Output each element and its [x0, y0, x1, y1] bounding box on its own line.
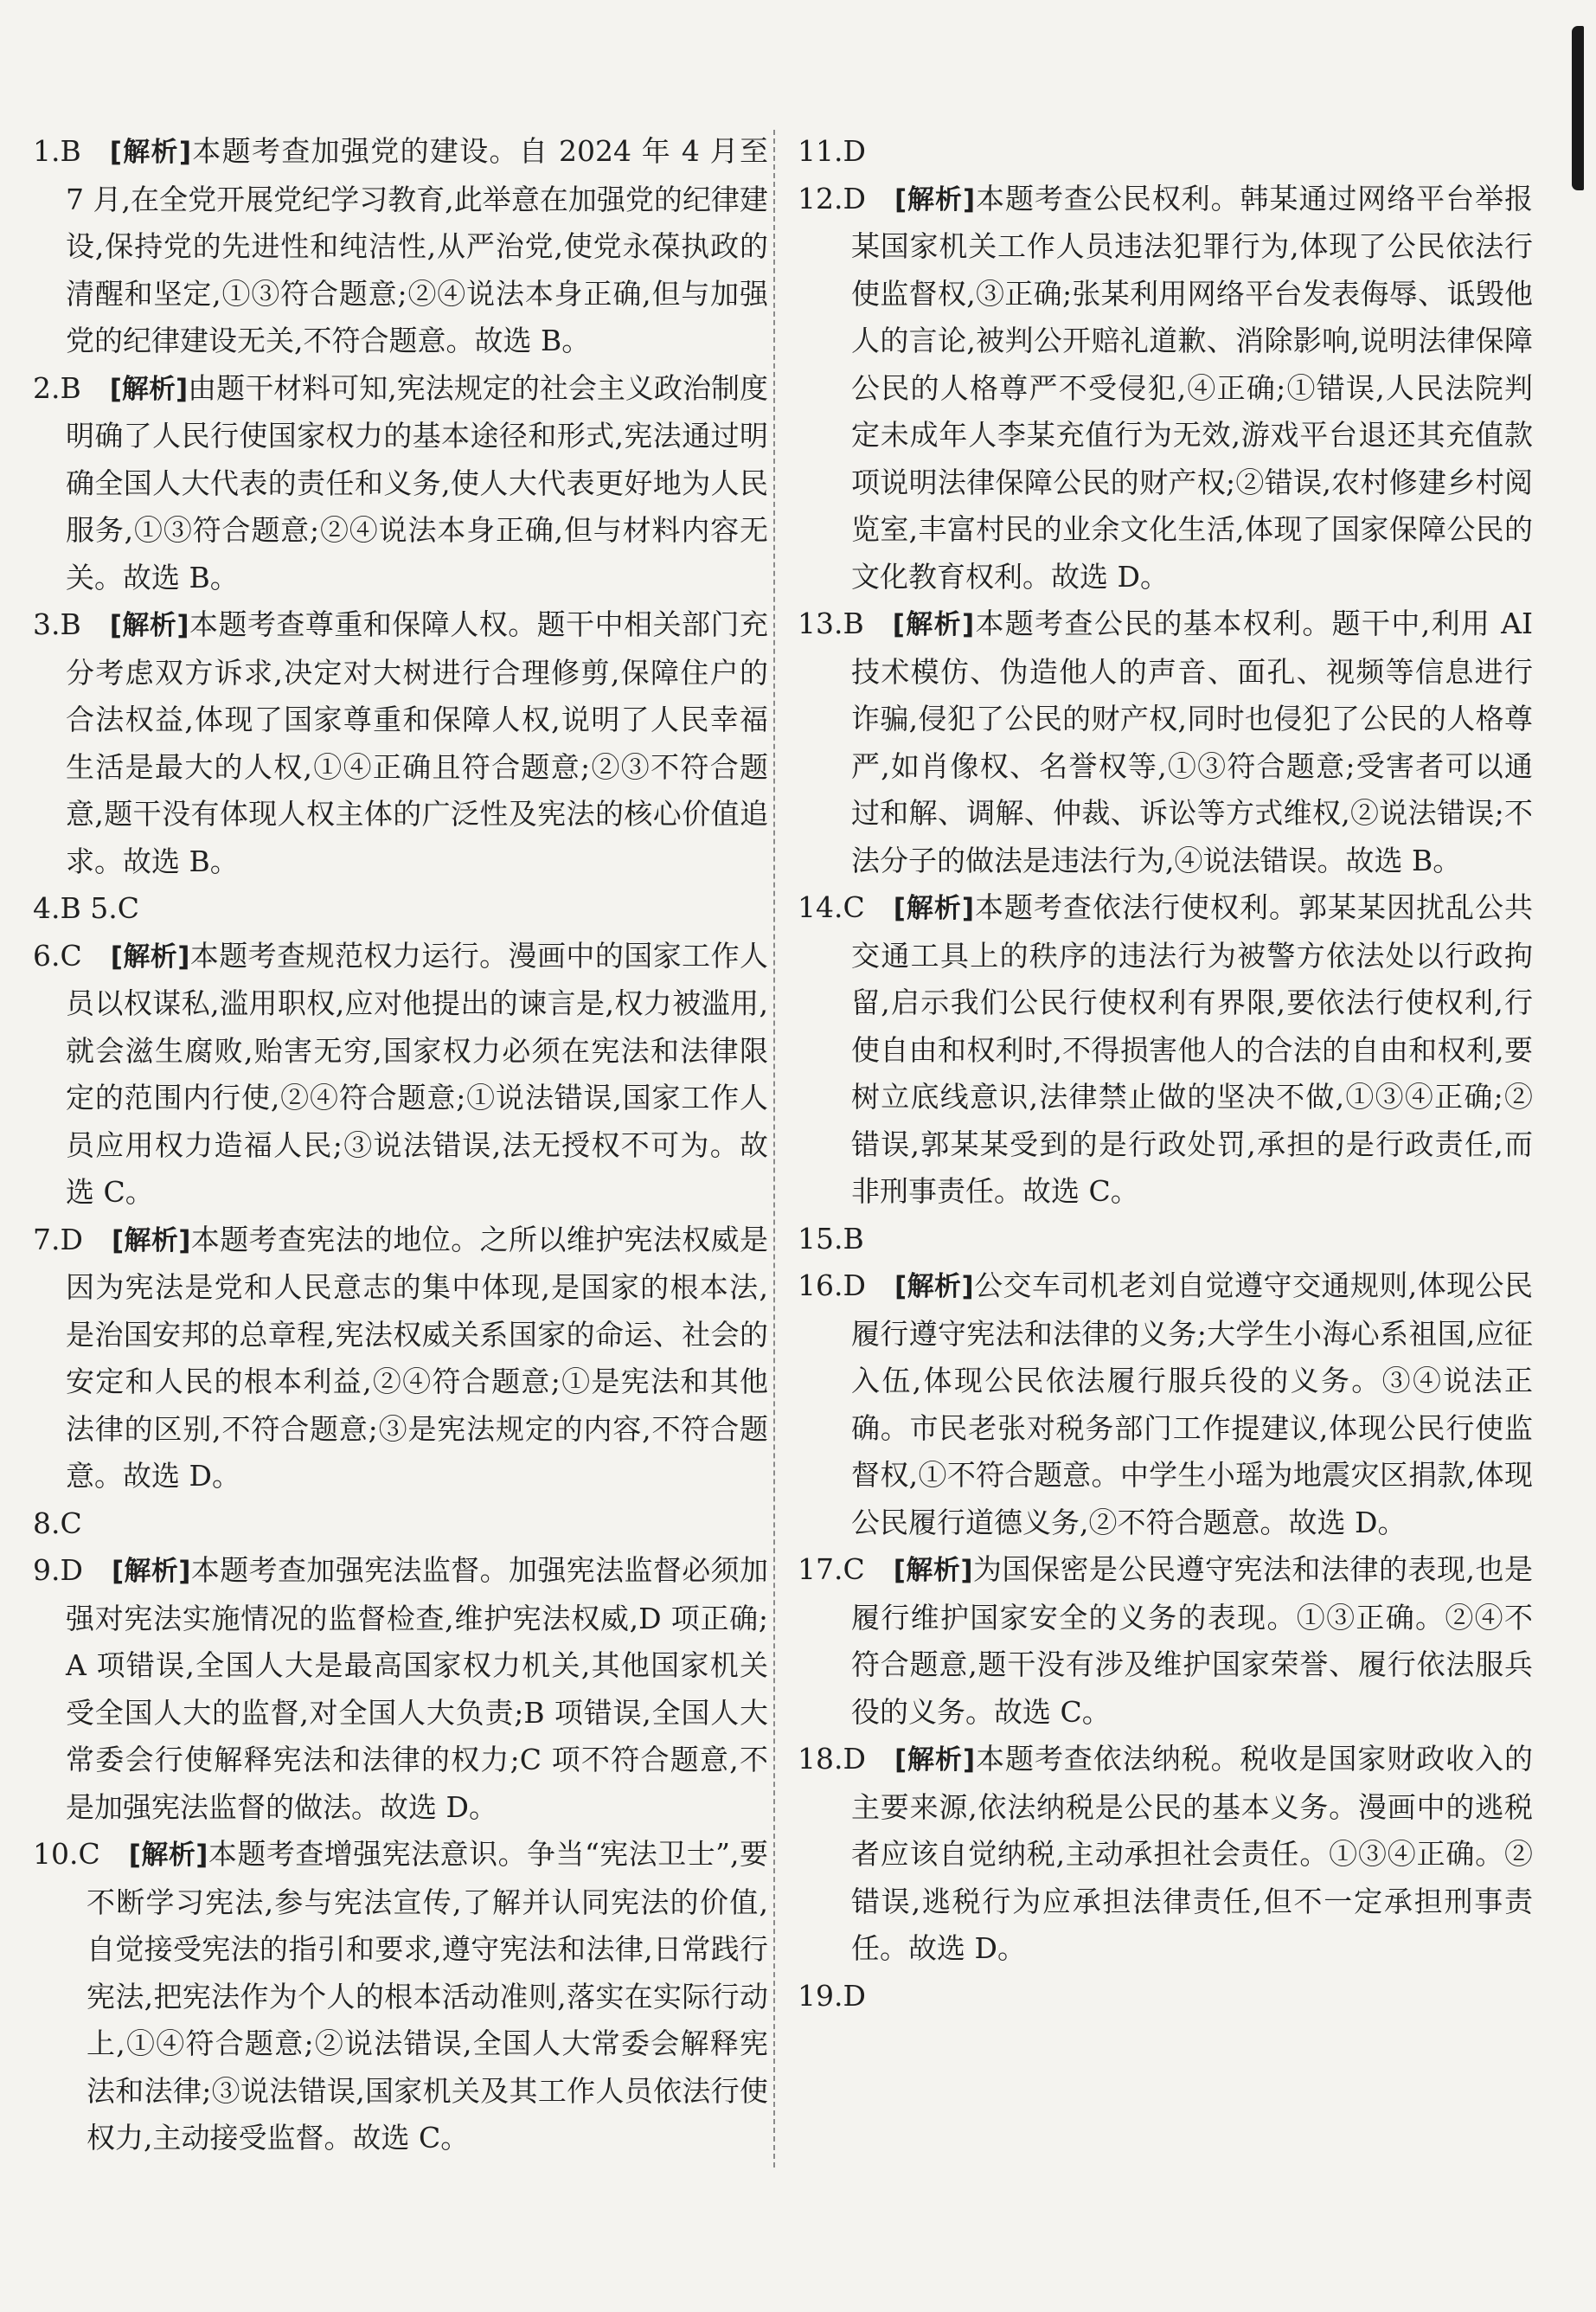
- answer-item: [798, 1546, 1533, 1736]
- answer-item: [33, 1500, 768, 1548]
- analysis-tag: [解析]: [111, 1224, 191, 1256]
- answer-item: [798, 128, 1533, 176]
- answer-explanation: 公交车司机老刘自觉遵守交通规则,体现公民履行遵守宪法和法律的义务;大学生小海心系祖国,应征入伍,体现公民依法履行服兵役的义务。③④说法正确。市民老张对税务部门工作提建议,体现公民行使监督权,①不符合题意。中学生小瑶为地震灾区捐款,体现公民履行道德义务,②不符合题意。故选 D。: [851, 1268, 1533, 1539]
- answer-number: 1.B: [33, 134, 81, 168]
- analysis-tag: [解析]: [893, 893, 975, 924]
- answer-number: 8.C: [33, 1506, 82, 1540]
- answer-number: 10.C: [33, 1837, 100, 1871]
- analysis-tag: [解析]: [893, 1555, 973, 1586]
- analysis-tag: [解析]: [128, 1840, 208, 1871]
- answer-item: [798, 1973, 1533, 2020]
- analysis-tag: [解析]: [894, 183, 976, 215]
- answer-number: 4.B 5.C: [33, 891, 139, 925]
- column-divider: [773, 130, 775, 2168]
- answer-number: 3.B: [33, 607, 81, 641]
- answer-explanation: 为国保密是公民遵守宪法和法律的表现,也是履行维护国家安全的义务的表现。①③正确。②④不符合题意,题干没有涉及维护国家荣誉、履行依法服兵役的义务。故选 C。: [851, 1552, 1533, 1729]
- answer-item: [798, 176, 1533, 601]
- analysis-tag: [解析]: [109, 137, 192, 168]
- answer-number: 19.D: [798, 1978, 866, 2013]
- answer-number: 15.B: [798, 1221, 864, 1256]
- answer-explanation: 本题考查加强党的建设。自 2024 年 4 月至 7 月,在全党开展党纪学习教育,此举意在加强党的纪律建设,保持党的先进性和纯洁性,从严治党,使党永葆执政的清醒和坚定,①③符合题意;②④说法本身正确,但与加强党的纪律建设无关,不符合题意。故选 B。: [66, 134, 769, 357]
- analysis-tag: [解析]: [894, 1271, 974, 1302]
- answer-number: 9.D: [33, 1553, 83, 1587]
- answer-item: [798, 600, 1533, 884]
- answer-item: [798, 884, 1533, 1216]
- analysis-tag: [解析]: [111, 1556, 191, 1587]
- answer-explanation: 本题考查依法纳税。税收是国家财政收入的主要来源,依法纳税是公民的基本义务。漫画中的逃税者应该自觉纳税,主动承担社会责任。①③④正确。②错误,逃税行为应承担法律责任,但不一定承担刑事责任。故选 D。: [851, 1742, 1534, 1965]
- answer-explanation: 本题考查尊重和保障人权。题干中相关部门充分考虑双方诉求,决定对大树进行合理修剪,保障住户的合法权益,体现了国家尊重和保障人权,说明了人民幸福生活是最大的人权,①④正确且符合题意;②③不符合题意,题干没有体现人权主体的广泛性及宪法的核心价值追求。故选 B。: [66, 607, 768, 878]
- answer-explanation: 本题考查规范权力运行。漫画中的国家工作人员以权谋私,滥用职权,应对他提出的谏言是,权力被滥用,就会滋生腐败,贻害无穷,国家权力必须在宪法和法律限定的范围内行使,②④符合题意;①说法错误,国家工作人员应用权力造福人民;③说法错误,法无授权不可为。故选 C。: [66, 938, 769, 1209]
- answer-item: [798, 1216, 1533, 1263]
- page-edge-mark: [1572, 26, 1584, 190]
- answer-number: 13.B: [798, 607, 864, 640]
- analysis-tag: [解析]: [109, 373, 189, 405]
- answer-explanation: 本题考查宪法的地位。之所以维护宪法权威是因为宪法是党和人民意志的集中体现,是国家的根本法,是治国安邦的总章程,宪法权威关系国家的命运、社会的安定和人民的根本利益,②④符合题意;①是宪法和其他法律的区别,不符合题意;③是宪法规定的内容,不符合题意。故选 D。: [66, 1222, 769, 1493]
- answer-item: [33, 365, 768, 602]
- answer-item: [33, 1217, 768, 1500]
- answer-explanation: 本题考查加强宪法监督。加强宪法监督必须加强对宪法实施情况的监督检查,维护宪法权威,D 项正确;A 项错误,全国人大是最高国家权力机关,其他国家机关受全国人大的监督,对全国人大负责;B 项错误,全国人大常委会行使解释宪法和法律的权力;C 项不符合题意,不是加强宪法监督的做法。故选 D。: [66, 1553, 769, 1824]
- right-column: [798, 128, 1533, 2020]
- answer-item: [33, 1831, 768, 2162]
- answer-explanation: 本题考查增强宪法意识。争当“宪法卫士”,要不断学习宪法,参与宪法宣传,了解并认同宪法的价值,自觉接受宪法的指引和要求,遵守宪法和法律,日常践行宪法,把宪法作为个人的根本活动准则,落实在实际行动上,①④符合题意;②说法错误,全国人大常委会解释宪法和法律;③说法错误,国家机关及其工作人员依法行使权力,主动接受监督。故选 C。: [87, 1837, 768, 2155]
- answer-number: 6.C: [33, 938, 82, 973]
- answer-number: 16.D: [798, 1268, 866, 1302]
- analysis-tag: [解析]: [892, 609, 975, 640]
- answer-item: [33, 1547, 768, 1831]
- left-column: [33, 128, 768, 2162]
- answer-item: [33, 128, 768, 365]
- answer-number: 7.D: [33, 1222, 83, 1256]
- analysis-tag: [解析]: [110, 941, 190, 973]
- analysis-tag: [解析]: [109, 610, 189, 641]
- answer-explanation: 本题考查公民的基本权利。题干中,利用 AI 技术模仿、伪造他人的声音、面孔、视频等信息进行诈骗,侵犯了公民的财产权,同时也侵犯了公民的人格尊严,如肖像权、名誉权等,①③符合题意;受害者可以通过和解、调解、仲裁、诉讼等方式维权,②说法错误;不法分子的做法是违法行为,④说法错误。故选 B。: [851, 607, 1533, 877]
- answer-number: 2.B: [33, 370, 81, 405]
- answer-explanation: 本题考查依法行使权利。郭某某因扰乱公共交通工具上的秩序的违法行为被警方依法处以行政拘留,启示我们公民行使权利有界限,要依法行使权利,行使自由和权利时,不得损害他人的合法的自由和权利,要树立底线意识,法律禁止做的坚决不做,①③④正确;②错误,郭某某受到的是行政处罚,承担的是行政责任,而非刑事责任。故选 C。: [851, 890, 1533, 1208]
- answer-number: 14.C: [798, 890, 865, 924]
- answer-number: 17.C: [798, 1552, 865, 1586]
- answer-item: [798, 1262, 1533, 1546]
- answer-item: [798, 1736, 1533, 1973]
- answer-number: 18.D: [798, 1742, 866, 1776]
- answer-item: [33, 885, 768, 933]
- answer-number: 12.D: [798, 181, 866, 215]
- answer-item: [33, 933, 768, 1217]
- answer-number: 11.D: [798, 134, 866, 168]
- answer-explanation: 由题干材料可知,宪法规定的社会主义政治制度明确了人民行使国家权力的基本途径和形式,宪法通过明确全国人大代表的责任和义务,使人大代表更好地为人民服务,①③符合题意;②④说法本身正确,但与材料内容无关。故选 B。: [66, 370, 768, 594]
- answer-item: [33, 601, 768, 885]
- analysis-tag: [解析]: [894, 1744, 976, 1776]
- answer-explanation: 本题考查公民权利。韩某通过网络平台举报某国家机关工作人员违法犯罪行为,体现了公民依法行使监督权,③正确;张某利用网络平台发表侮辱、诋毁他人的言论,被判公开赔礼道歉、消除影响,说明法律保障公民的人格尊严不受侵犯,④正确;①错误,人民法院判定未成年人李某充值行为无效,游戏平台退还其充值款项说明法律保障公民的财产权;②错误,农村修建乡村阅览室,丰富村民的业余文化生活,体现了国家保障公民的文化教育权利。故选 D。: [851, 181, 1534, 594]
